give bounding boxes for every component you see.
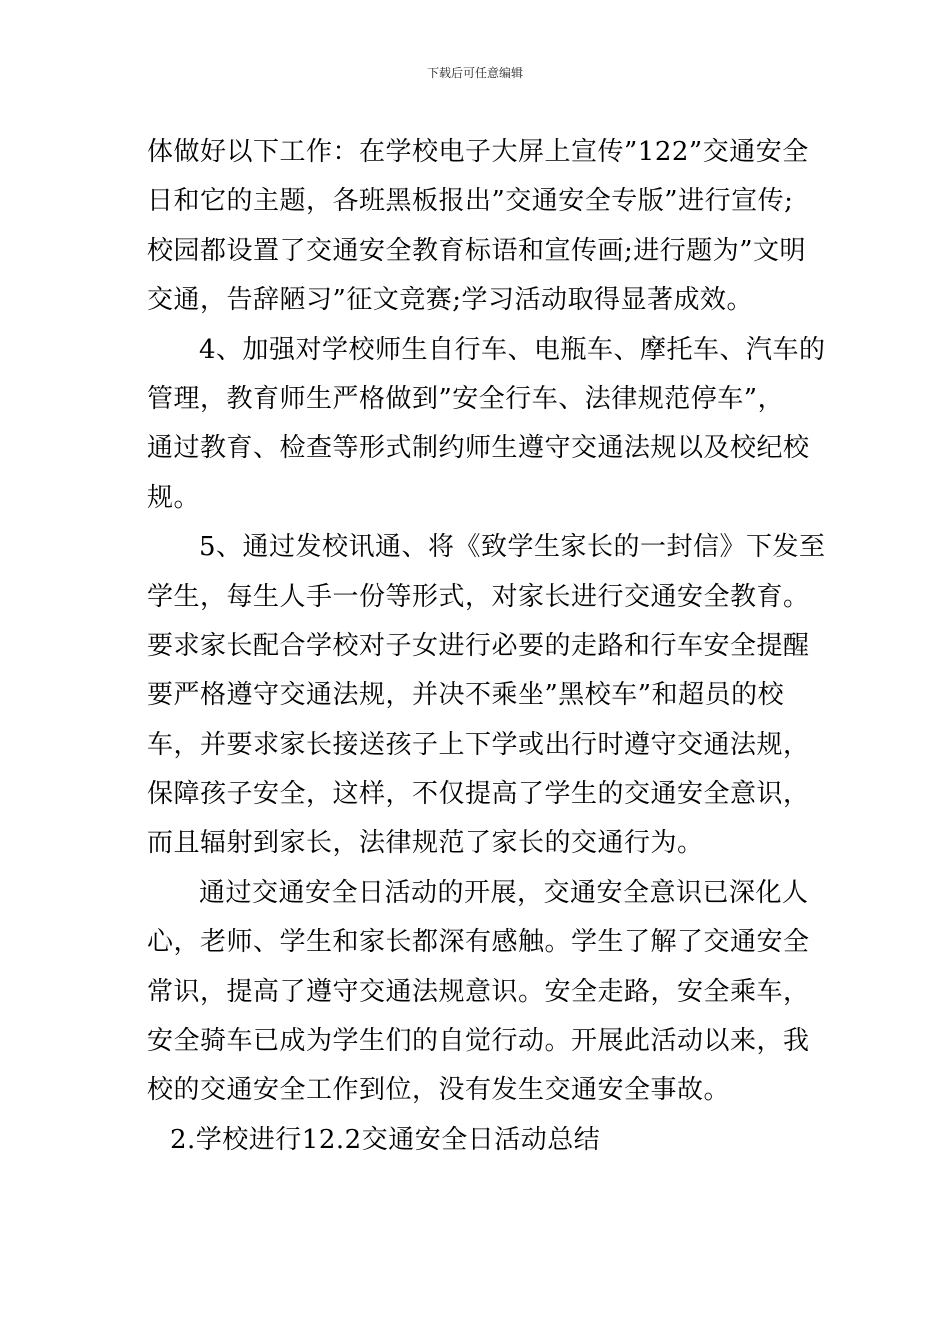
section-heading: 2.学校进行12.2交通安全日活动总结 xyxy=(170,1124,601,1155)
page-header: 下载后可任意编辑 xyxy=(426,66,523,80)
paragraph-start: 5、通过发校讯通、将《致学生家长的一封信》下发至 xyxy=(199,532,826,563)
text-line: 车，并要求家长接送孩子上下学或出行时遵守交通法规， xyxy=(147,729,810,760)
paragraph-start: 4、加强对学校师生自行车、电瓶车、摩托车、汽车的 xyxy=(199,334,826,365)
text-line: 常识，提高了遵守交通法规意识。安全走路，安全乘车， xyxy=(147,976,810,1007)
text-line: 学生，每生人手一份等形式，对家长进行交通安全教育。 xyxy=(147,581,810,612)
text-line: 管理，教育师生严格做到”安全行车、法律规范停车”， xyxy=(147,383,785,414)
paragraph-start: 通过交通安全日活动的开展，交通安全意识已深化人 xyxy=(199,877,809,908)
text-line: 要求家长配合学校对子女进行必要的走路和行车安全提醒 xyxy=(147,630,810,661)
text-line: 体做好以下工作：在学校电子大屏上宣传”122”交通安全 xyxy=(147,137,809,167)
text-line: 规。 xyxy=(147,482,201,513)
text-line: 校的交通安全工作到位，没有发生交通安全事故。 xyxy=(147,1075,731,1106)
text-line: 交通，告辞陋习”征文竞赛;学习活动取得显著成效。 xyxy=(147,285,754,316)
text-line: 通过教育、检查等形式制约师生遵守交通法规以及校纪校 xyxy=(147,433,810,464)
text-line: 校园都设置了交通安全教育标语和宣传画;进行题为”文明 xyxy=(147,235,807,266)
text-line: 而且辐射到家长，法律规范了家长的交通行为。 xyxy=(147,828,704,859)
text-line: 日和它的主题，各班黑板报出”交通安全专版”进行宣传; xyxy=(147,186,794,217)
text-line: 要严格遵守交通法规，并决不乘坐”黑校车”和超员的校 xyxy=(147,680,785,711)
document-body xyxy=(147,128,826,1165)
text-line: 安全骑车已成为学生们的自觉行动。开展此活动以来，我 xyxy=(147,1026,810,1057)
text-line: 心，老师、学生和家长都深有感触。学生了解了交通安全 xyxy=(147,927,810,958)
text-line: 保障孩子安全，这样，不仅提高了学生的交通安全意识， xyxy=(147,779,810,810)
